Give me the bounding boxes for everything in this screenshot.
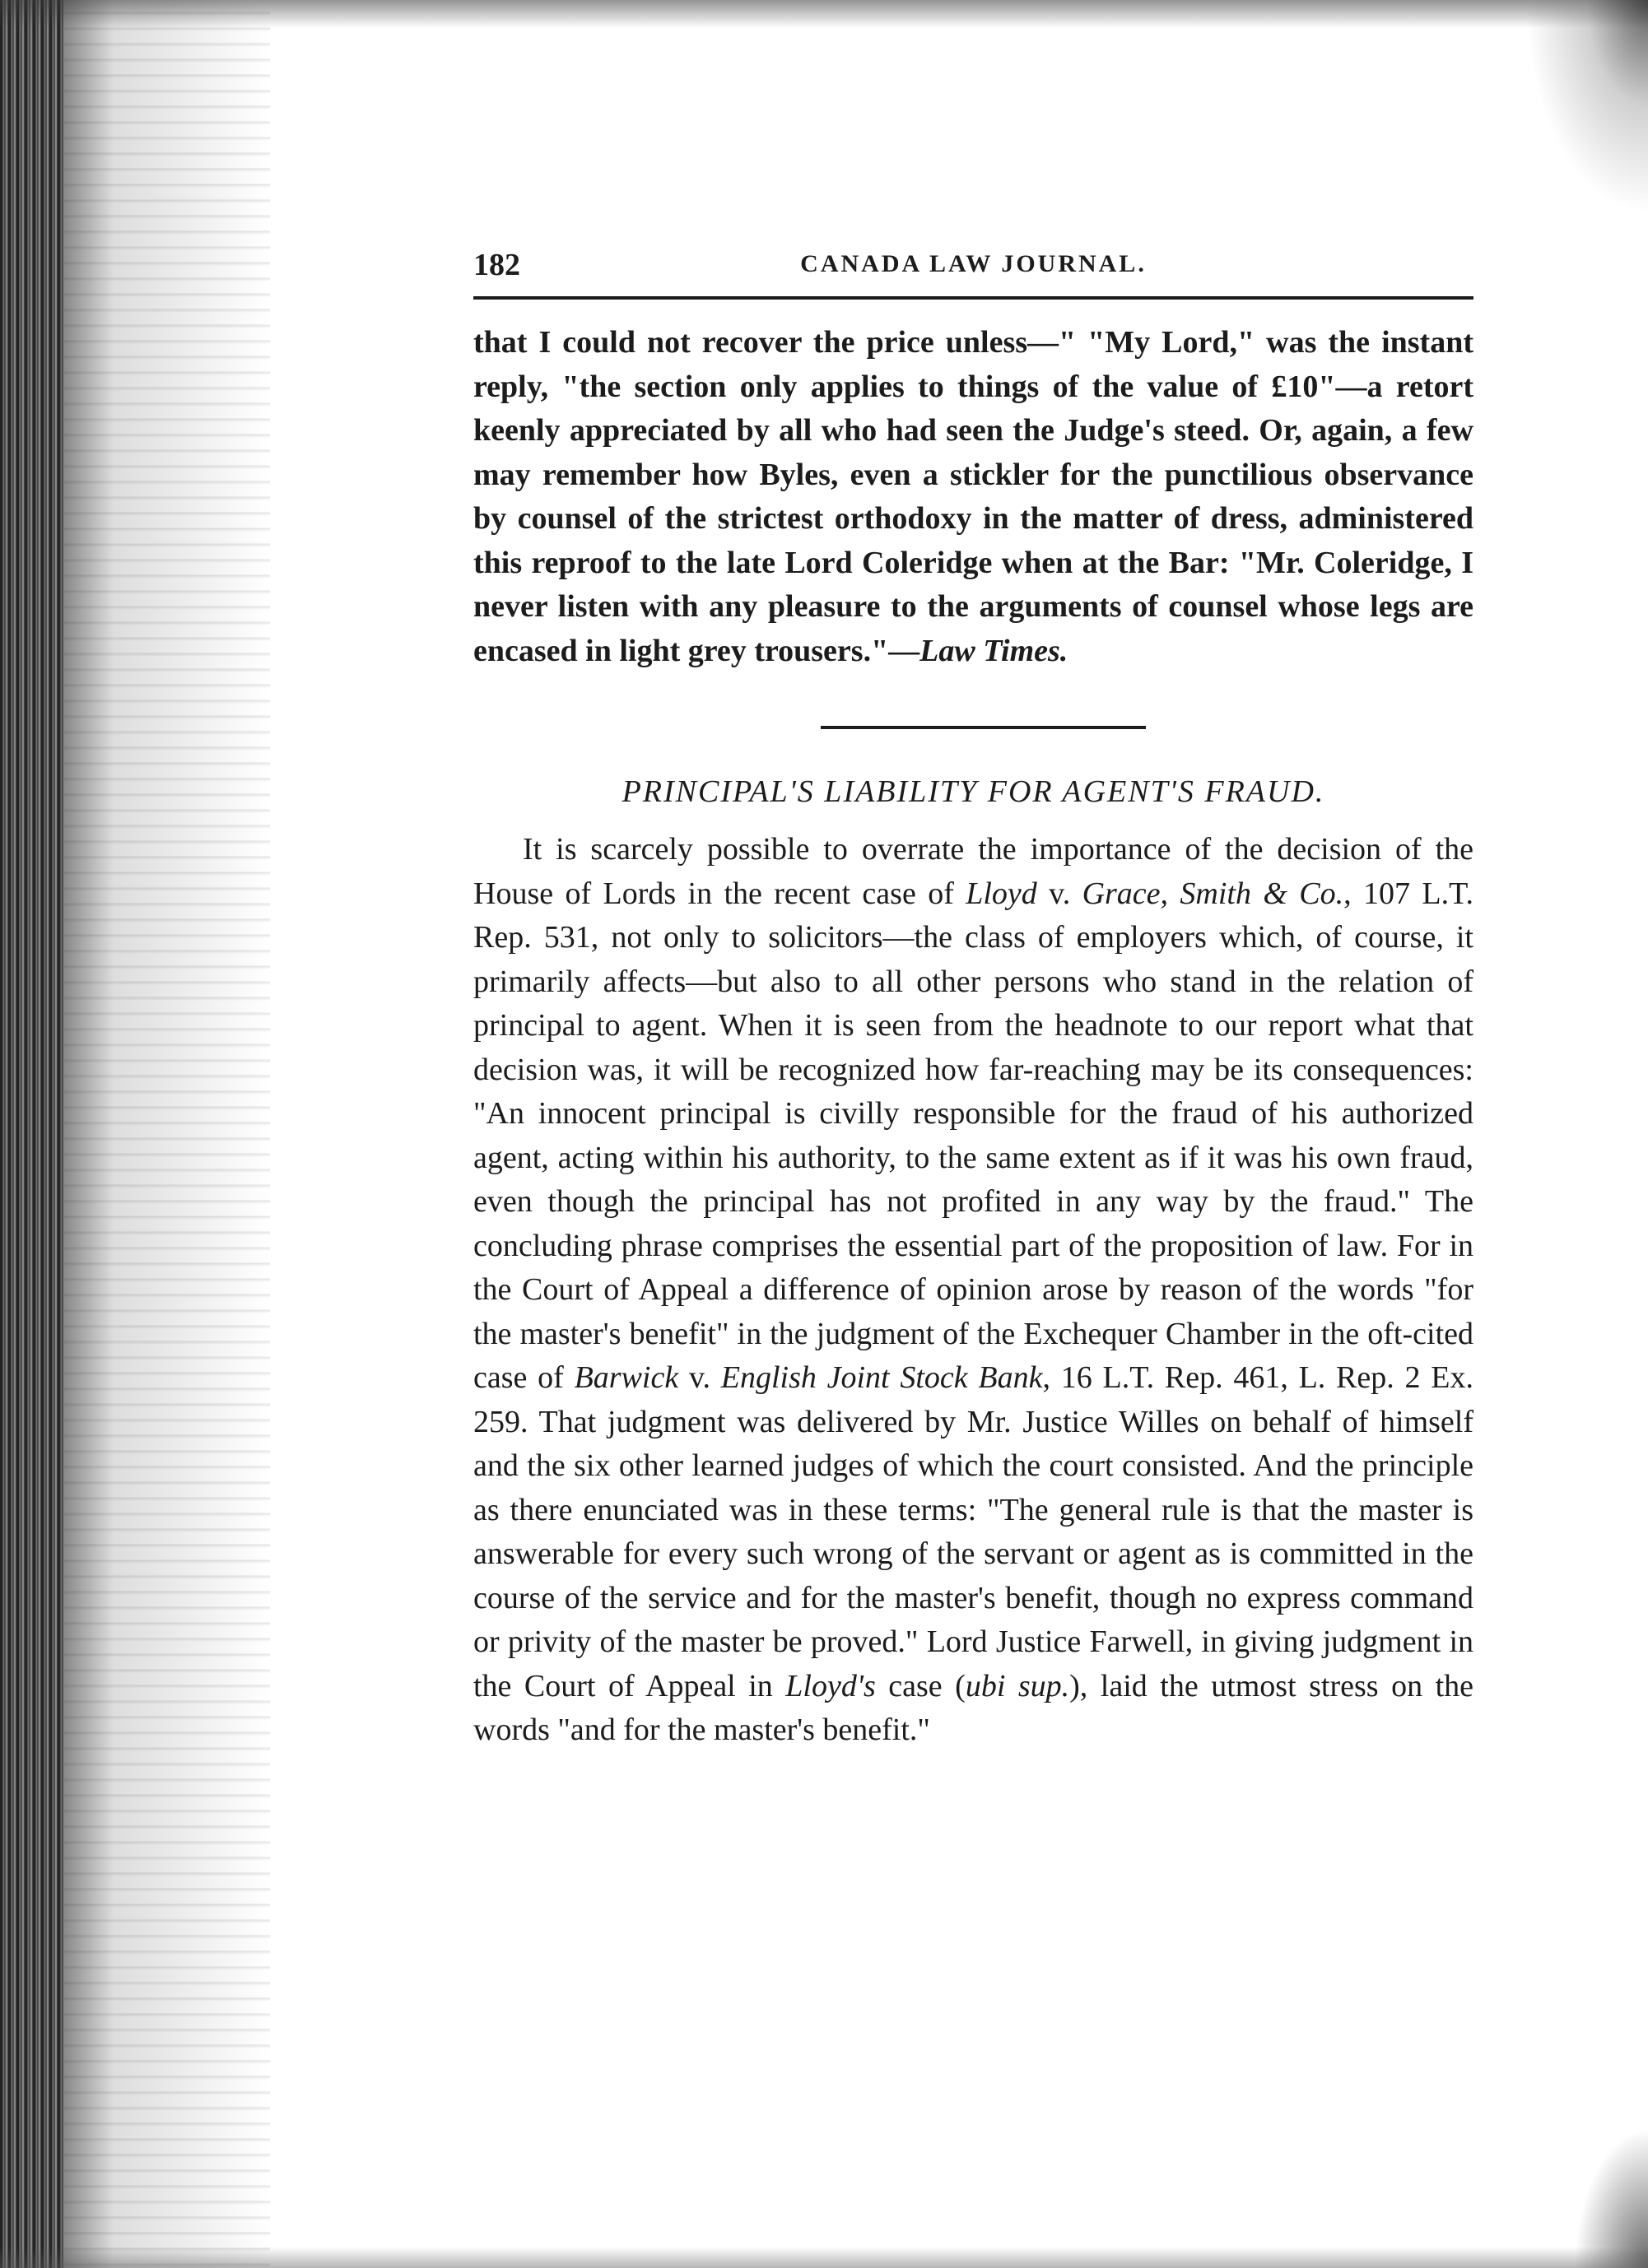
text-run: It is scarcely possible to overrate the importance of the decision of the House of Lords in the recent case of (473, 832, 1473, 911)
header-rule (473, 296, 1473, 300)
case-name: Grace, Smith & Co. (1082, 876, 1344, 911)
text-run: , 16 L.T. Rep. 461, L. Rep. 2 Ex. 259. That judgment was delivered by Mr. Justice Willes on behalf of himself and the six other learned judges of which the court consisted. And the principle as there enunciated was in these terms: "The general rule is that the master is answerable for every such wrong of the servant or agent as is committed in the course of the service and for the master's benefit, though no express command or privity of the master be proved." Lord Justice Farwell, in giving judgment in the Court of Appeal in (473, 1360, 1473, 1703)
citation-source: Law Times. (919, 633, 1068, 668)
scan-top-right-corner (1525, 0, 1648, 214)
scan-left-shadow (64, 0, 270, 2268)
text-run: v. (678, 1360, 721, 1395)
text-run: v. (1036, 876, 1082, 911)
page-number: 182 (473, 248, 520, 282)
text-run: case ( (875, 1668, 966, 1703)
scan-left-edge (0, 0, 64, 2268)
case-name: Lloyd (966, 876, 1037, 911)
case-name: Barwick (574, 1360, 679, 1395)
paragraph-continuation (473, 321, 1473, 673)
section-title: PRINCIPAL'S LIABILITY FOR AGENT'S FRAUD. (621, 774, 1325, 809)
running-head: CANADA LAW JOURNAL. (800, 250, 1147, 277)
section-divider (821, 726, 1146, 729)
paragraph-continuation-text: that I could not recover the price unless—" "My Lord," was the instant reply, "the section only applies to things of the value of £10"—a retort keenly appreciated by all who had seen the Judge's steed. Or, again, a few may remember how Byles, even a stickler for the punctilious observance by counsel of the strictest orthodoxy in the matter of dress, administered this reproof to the late Lord Coleridge when at the Bar: "Mr. Coleridge, I never listen with any pleasure to the arguments of counsel whose legs are encased in light grey trousers."— (473, 325, 1473, 668)
scan-top-edge (0, 0, 1648, 28)
journal-page (473, 239, 1473, 1753)
text-run: , 107 L.T. Rep. 531, not only to solicitors—the class of employers which, of course, it primarily affects—but also to all other persons who stand in the relation of principal to agent. When it is seen from the headnote to our report what that decision was, it will be recognized how far-reaching may be its consequences: "An innocent principal is civilly responsible for the fraud of his authorized agent, acting within his authority, to the same extent as if it was his own fraud, even though the principal has not profited in any way by the fraud." The concluding phrase comprises the essential part of the proposition of law. For in the Court of Appeal a difference of opinion arose by reason of the words "for the master's benefit" in the judgment of the Exchequer Chamber in the oft-cited case of (473, 876, 1473, 1395)
article-paragraph (473, 828, 1473, 1753)
page-header (473, 239, 1473, 290)
case-name: English Joint Stock Bank (720, 1360, 1043, 1395)
case-name: Lloyd's (785, 1668, 876, 1703)
scan-bottom-edge (0, 2247, 1648, 2268)
text-run: ), laid the utmost stress on the words "and for the master's benefit." (473, 1668, 1473, 1747)
citation-abbrev: ubi sup. (965, 1668, 1070, 1703)
